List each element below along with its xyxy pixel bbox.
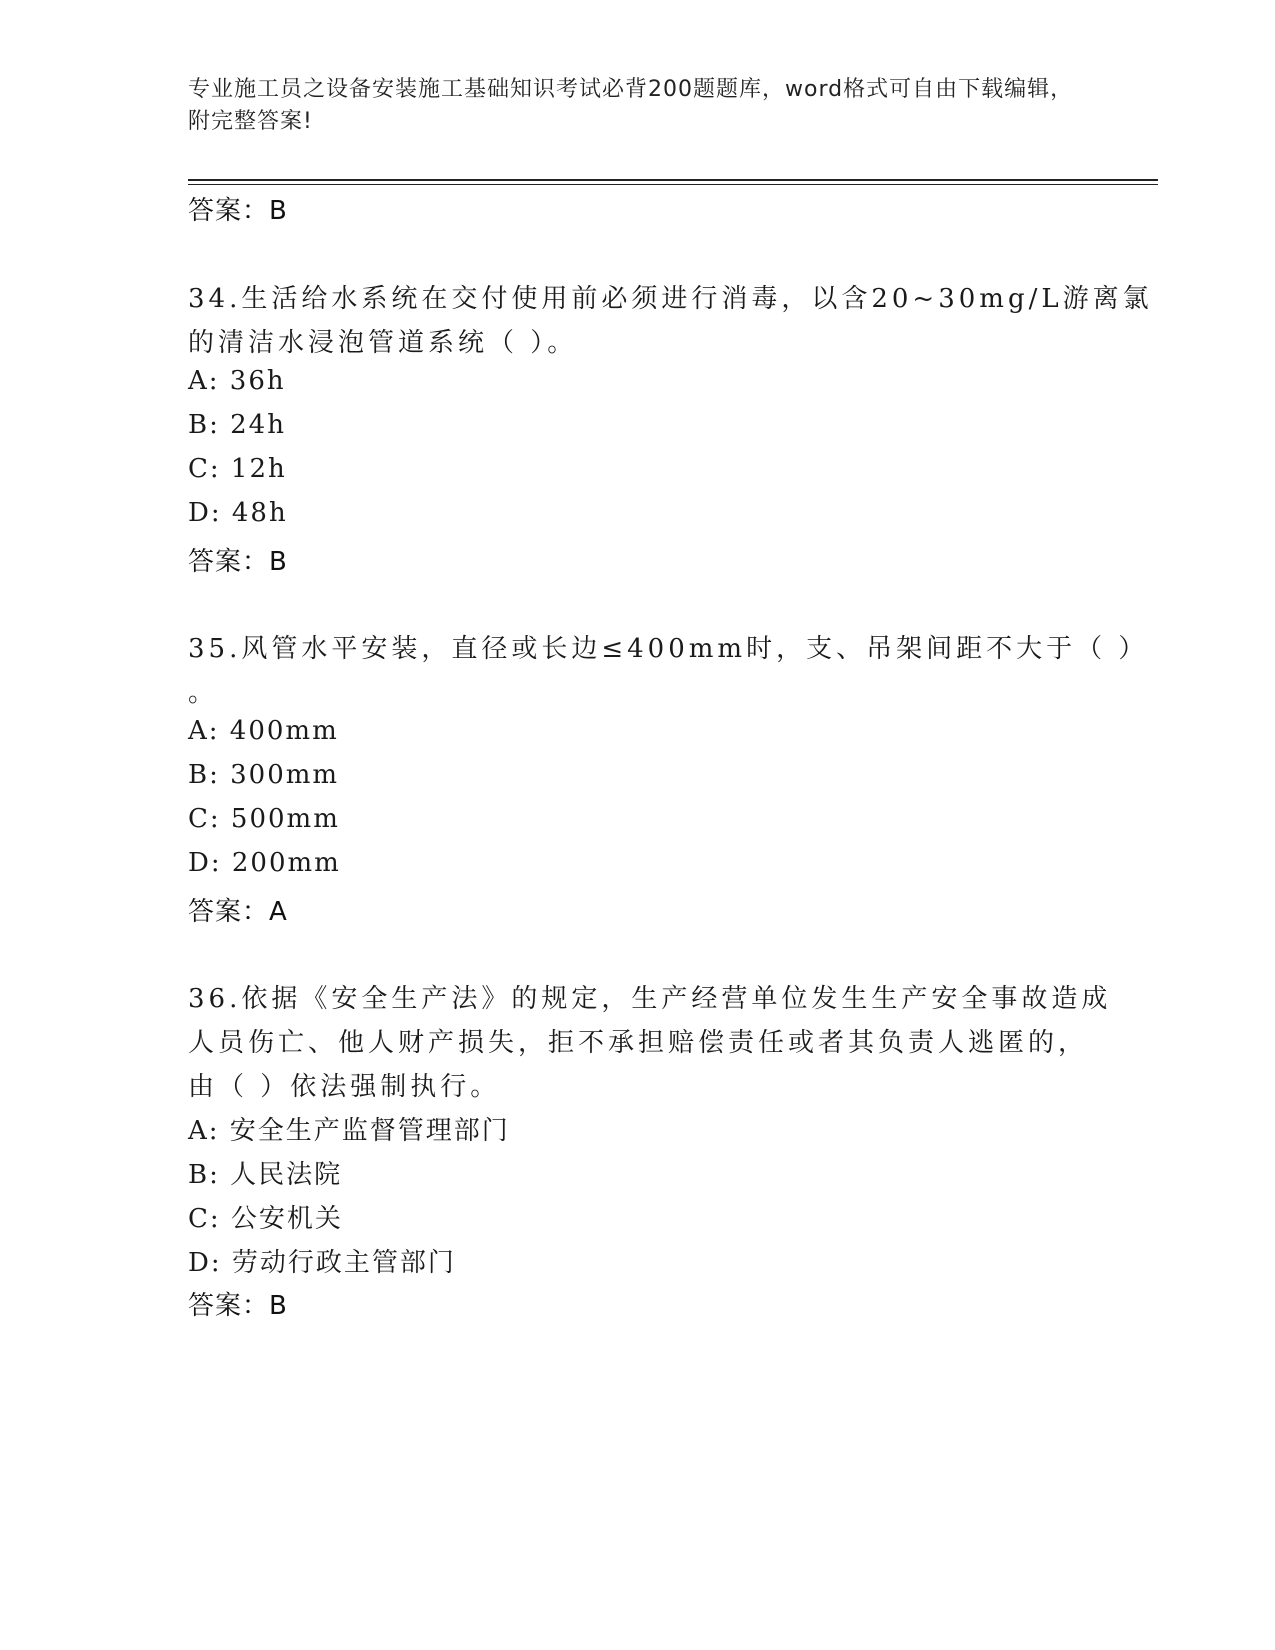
- question-35-line-1: 35.风管水平安装，直径或长边≤400mm时，支、吊架间距不大于（ ）: [188, 634, 1149, 664]
- header-title: 专业施工员之设备安装施工基础知识考试必背200题题库，word格式可自由下载编辑，附完整答案!: [188, 77, 1074, 134]
- question-36-option-d: D: 劳动行政主管部门: [188, 1248, 456, 1278]
- question-35-answer: 答案：A: [188, 897, 288, 927]
- question-34-answer: 答案：B: [188, 547, 288, 577]
- question-35-option-c: C: 500mm: [188, 804, 340, 834]
- question-36-line-2: 人员伤亡、他人财产损失，拒不承担赔偿责任或者其负责人逃匿的，: [188, 1028, 1089, 1058]
- question-34-option-a: A: 36h: [188, 366, 286, 396]
- question-34-option-d: D: 48h: [188, 498, 288, 528]
- header-rule-thin: [188, 184, 1158, 185]
- question-34-option-b: B: 24h: [188, 410, 286, 440]
- question-35-option-a: A: 400mm: [188, 716, 339, 746]
- question-36-option-c: C: 公安机关: [188, 1204, 343, 1234]
- question-36-option-a: A: 安全生产监督管理部门: [188, 1116, 510, 1146]
- question-35-option-b: B: 300mm: [188, 760, 340, 790]
- question-34-line-2: 的清洁水浸泡管道系统（ ）。: [188, 328, 578, 358]
- question-34-line-1: 34.生活给水系统在交付使用前必须进行消毒，以含20~30mg/L游离氯: [188, 284, 1153, 314]
- question-36-option-b: B: 人民法院: [188, 1160, 343, 1190]
- question-35-line-2: 。: [188, 678, 219, 708]
- document-header: [188, 74, 1088, 138]
- question-35-option-d: D: 200mm: [188, 848, 341, 878]
- question-34-option-c: C: 12h: [188, 454, 287, 484]
- question-36-line-3: 由（ ）依法强制执行。: [188, 1072, 501, 1102]
- question-36-answer: 答案：B: [188, 1291, 288, 1321]
- header-rule-thick: [188, 179, 1158, 181]
- question-36-line-1: 36.依据《安全生产法》的规定，生产经营单位发生生产安全事故造成: [188, 984, 1112, 1014]
- answer-prev: 答案：B: [188, 196, 288, 226]
